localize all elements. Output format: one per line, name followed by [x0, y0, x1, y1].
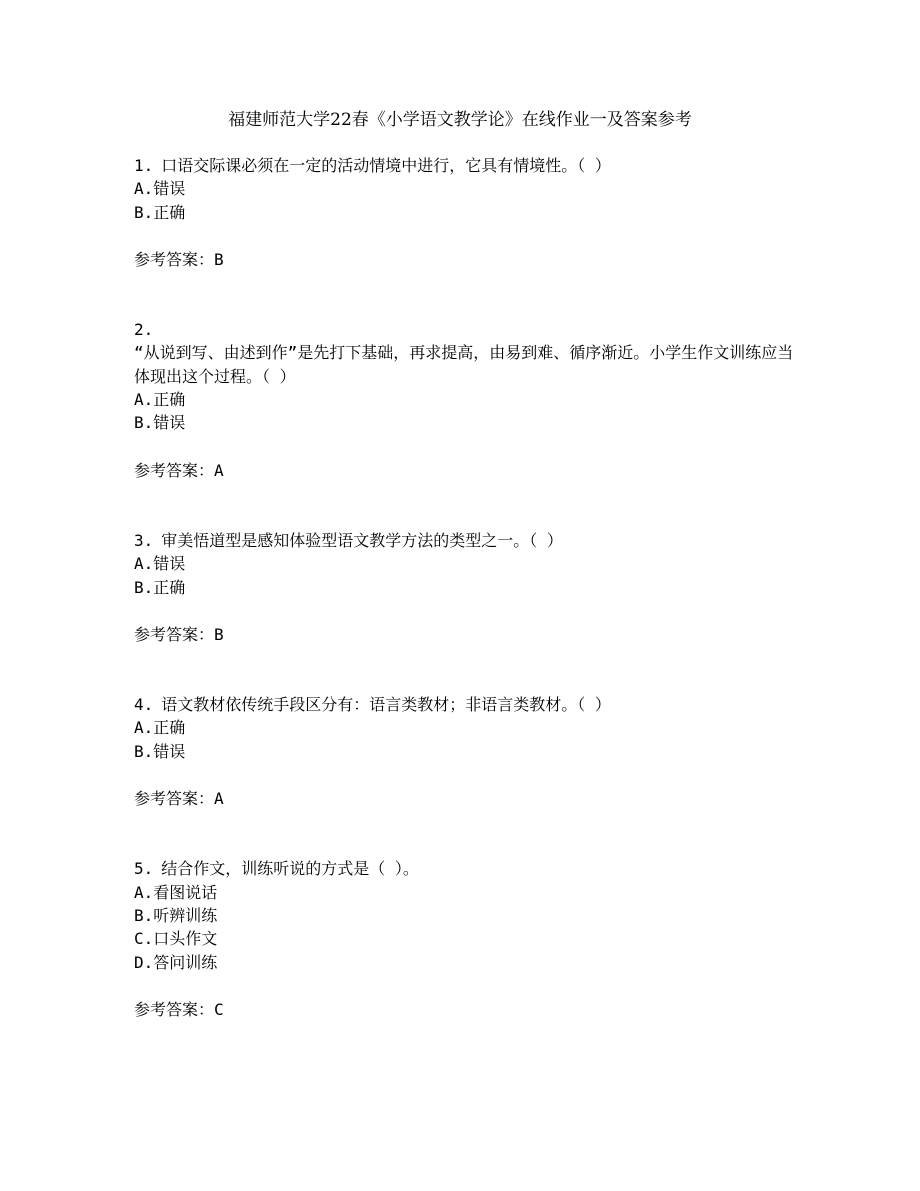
reference-answer: 参考答案：B: [134, 249, 224, 269]
question-number: 3.: [134, 530, 154, 550]
question-stem: [134, 318, 794, 388]
option-b: B.错误: [134, 741, 186, 761]
option-b: B.正确: [134, 202, 186, 222]
question-number: 5.: [134, 859, 154, 879]
option-a: A.错误: [134, 554, 186, 574]
question-4: [134, 693, 794, 810]
question-text: “从说到写、由述到作”是先打下基础，再求提高，由易到难、循序渐近。小学生作文训练应当体现出这个过程。（ ）: [134, 343, 794, 386]
option-a: A.正确: [134, 390, 186, 410]
option-a: A.错误: [134, 179, 186, 199]
question-stem: [134, 857, 794, 880]
question-number: 4.: [134, 695, 154, 715]
question-1: [134, 154, 794, 271]
question-5: [134, 857, 794, 1021]
question-text: 结合作文，训练听说的方式是（ ）。: [161, 859, 419, 879]
option-a: A.正确: [134, 718, 186, 738]
option-c: C.口头作文: [134, 929, 218, 949]
reference-answer: 参考答案：C: [134, 999, 224, 1019]
option-b: B.听辨训练: [134, 905, 218, 925]
document-title: 福建师范大学22春《小学语文教学论》在线作业一及答案参考: [228, 110, 692, 130]
question-number: 2.: [134, 320, 154, 340]
question-text: 审美悟道型是感知体验型语文教学方法的类型之一。（ ）: [161, 530, 563, 550]
question-number: 1.: [134, 156, 154, 175]
reference-answer: 参考答案：A: [134, 460, 224, 480]
question-text: 语文教材依传统手段区分有：语言类教材；非语言类教材。（ ）: [161, 695, 611, 715]
question-stem: [134, 693, 794, 716]
question-text: 口语交际课必须在一定的活动情境中进行，它具有情境性。（ ）: [161, 156, 611, 175]
question-list: [134, 154, 794, 1068]
option-b: B.错误: [134, 413, 186, 433]
reference-answer: 参考答案：A: [134, 789, 224, 809]
question-2: [134, 318, 794, 482]
question-3: [134, 529, 794, 646]
question-stem: [134, 154, 794, 177]
reference-answer: 参考答案：B: [134, 624, 224, 644]
option-d: D.答问训练: [134, 952, 218, 972]
question-stem: [134, 529, 794, 552]
option-b: B.正确: [134, 577, 186, 597]
option-a: A.看图说话: [134, 882, 218, 902]
